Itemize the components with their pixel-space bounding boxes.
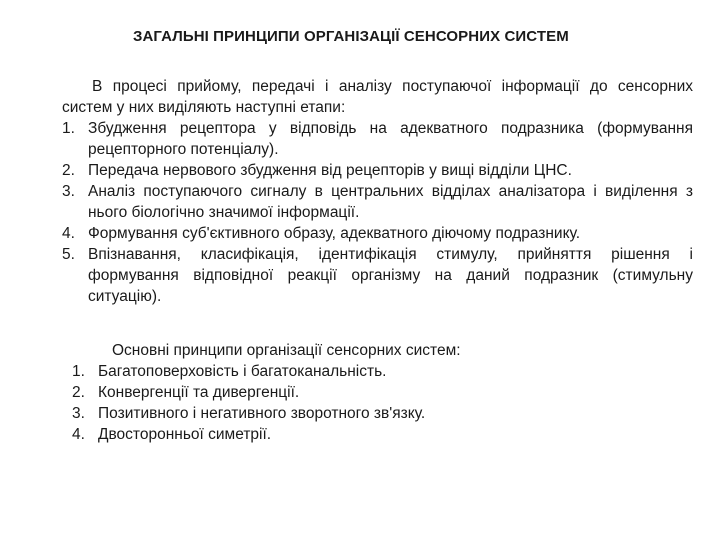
list-item-text: Впізнавання, класифікація, ідентифікація стимулу, прийняття рішення і формування відповідної реакції організму на даний подразник (стимульну ситуацію). xyxy=(88,246,693,305)
list-number: 5. xyxy=(62,246,75,263)
list-item-text: Формування суб'єктивного образу, адекватного діючому подразнику. xyxy=(88,225,581,242)
list-item xyxy=(62,244,693,307)
page-title: ЗАГАЛЬНІ ПРИНЦИПИ ОРГАНІЗАЦІЇ СЕНСОРНИХ СИСТЕМ xyxy=(133,28,569,45)
list-number: 2. xyxy=(62,162,75,179)
list-item-text: Багатоповерховість і багатоканальність. xyxy=(98,363,387,380)
list-item-text: Збудження рецептора у відповідь на адекватного подразника (формування рецепторного потенціалу). xyxy=(88,120,693,158)
list-item xyxy=(72,382,662,403)
list-item-text: Позитивного і негативного зворотного зв'язку. xyxy=(98,405,426,422)
list-item xyxy=(72,361,662,382)
list-item-text: Двосторонньої симетрії. xyxy=(98,426,272,443)
intro-paragraph: В процесі прийому, передачі і аналізу поступаючої інформації до сенсорних систем у них виділяють наступні етапи: xyxy=(62,78,693,116)
stages-section xyxy=(62,76,693,307)
stages-list xyxy=(62,118,693,307)
principles-section xyxy=(62,340,662,445)
list-item xyxy=(62,118,693,160)
list-number: 3. xyxy=(62,183,75,200)
list-item-text: Конвергенції та дивергенції. xyxy=(98,384,300,401)
list-number: 4. xyxy=(72,426,85,443)
list-number: 1. xyxy=(72,363,85,380)
list-number: 1. xyxy=(62,120,75,137)
list-item xyxy=(62,160,693,181)
list-item-text: Аналіз поступаючого сигналу в центральних відділах аналізатора і виділення з нього біологічно значимої інформації. xyxy=(88,183,693,221)
list-number: 3. xyxy=(72,405,85,422)
principles-list xyxy=(62,361,662,445)
list-number: 2. xyxy=(72,384,85,401)
list-item-text: Передача нервового збудження від рецепторів у вищі відділи ЦНС. xyxy=(88,162,572,179)
principles-heading: Основні принципи організації сенсорних систем: xyxy=(112,342,461,359)
list-number: 4. xyxy=(62,225,75,242)
list-item xyxy=(72,424,662,445)
list-item xyxy=(72,403,662,424)
list-item xyxy=(62,181,693,223)
list-item xyxy=(62,223,693,244)
